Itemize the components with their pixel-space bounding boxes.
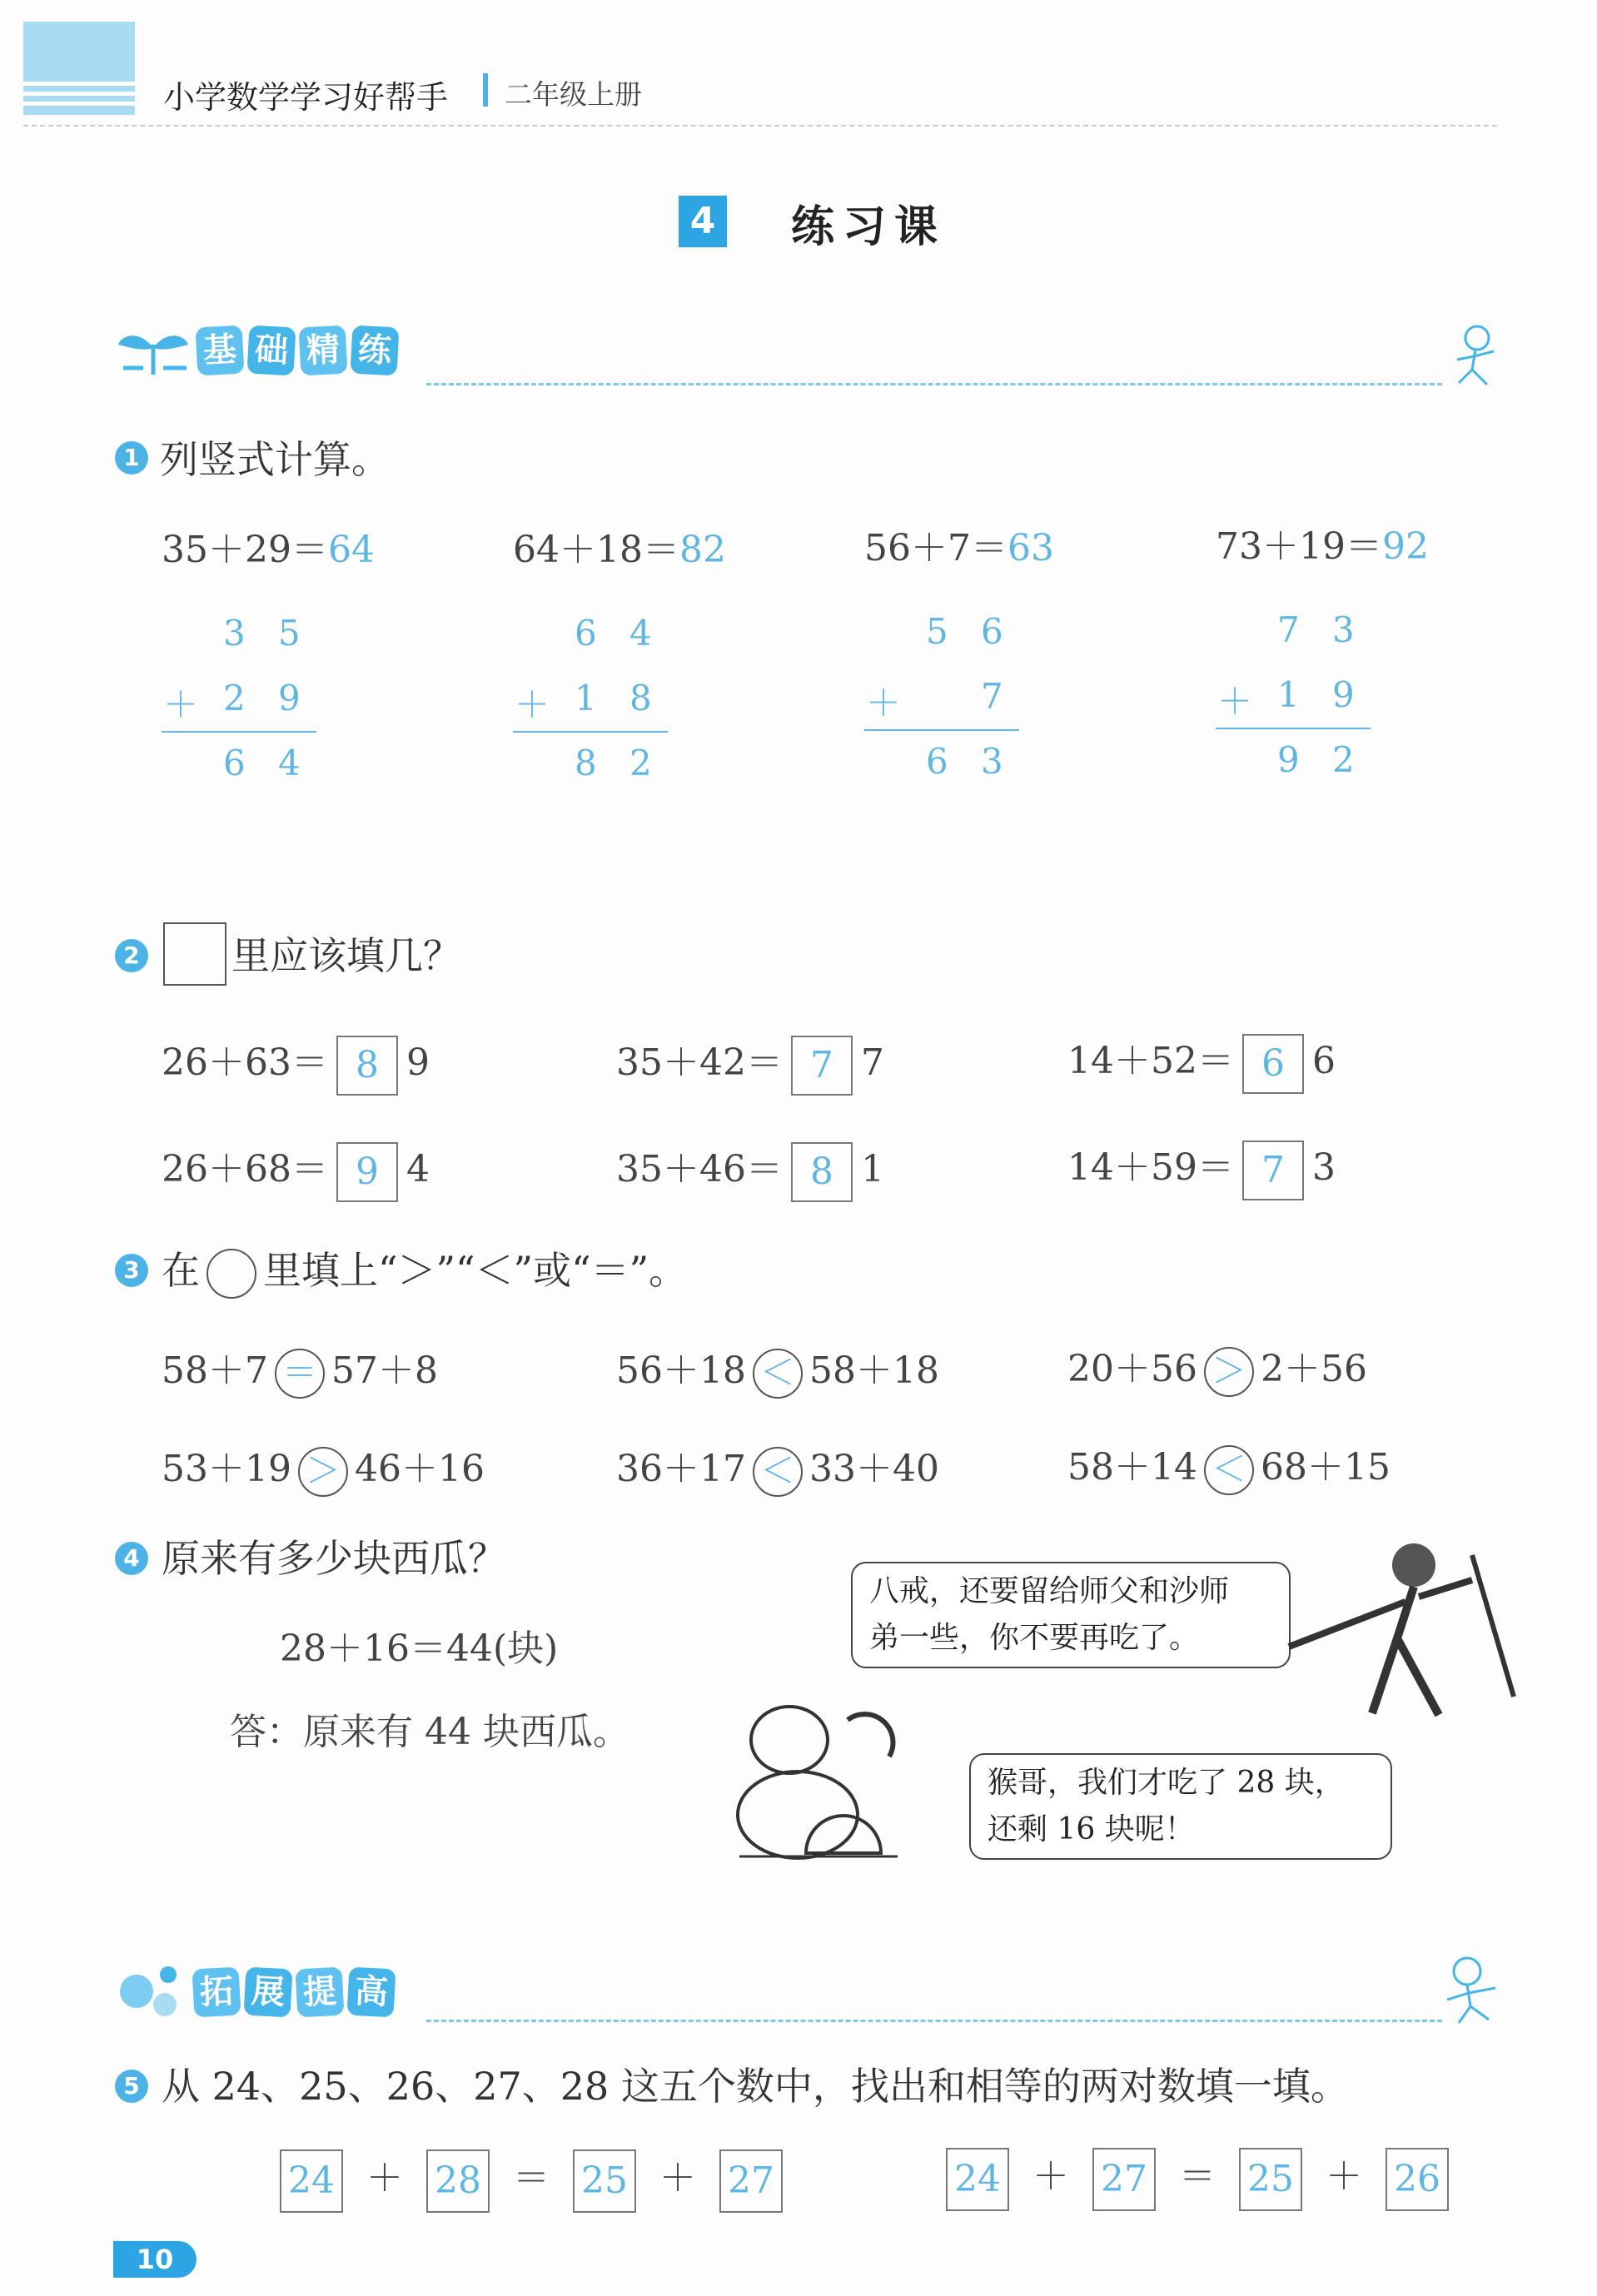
expression: 53＋19 — [162, 1448, 291, 1490]
lesson-title: 练习课 — [791, 202, 947, 252]
expression: 35＋42＝ — [616, 1041, 783, 1084]
answer-box[interactable]: 24 — [280, 2149, 343, 2213]
expression: 2＋56 — [1260, 1348, 1367, 1390]
plus-sign: ＋ — [866, 683, 902, 723]
cartoon-kid-icon — [1439, 323, 1505, 390]
expression: 35＋46＝ — [616, 1148, 783, 1190]
answer-box[interactable]: 27 — [719, 2149, 783, 2213]
sum-line — [513, 731, 668, 733]
section-char: 基 — [196, 326, 245, 376]
answer-circle[interactable]: ＜ — [753, 1447, 803, 1497]
question-text-part: 在 — [162, 1248, 200, 1293]
q2-expression — [616, 1032, 884, 1096]
question-number: 2 — [115, 939, 148, 972]
answer-circle[interactable]: ＝ — [275, 1349, 325, 1399]
q3-comparison — [162, 1439, 485, 1497]
q3-comparison — [1067, 1339, 1367, 1397]
digit: 9 — [278, 678, 301, 718]
section-char: 拓 — [192, 1967, 241, 2018]
blank-circle-sample — [206, 1249, 256, 1299]
q1-expression — [864, 518, 1054, 571]
answer-box[interactable]: 7 — [791, 1036, 853, 1096]
equals-sign: ＝ — [513, 2157, 550, 2199]
answer-circle[interactable]: ＞ — [1204, 1347, 1254, 1397]
digit: 4 — [278, 743, 301, 783]
expression: 68＋15 — [1260, 1446, 1391, 1488]
header-stripe — [23, 102, 135, 106]
q3-comparison — [162, 1340, 438, 1399]
section-extension-heading — [193, 1968, 395, 2016]
expression: 26＋63＝ — [162, 1041, 328, 1084]
cartoon-kid-icon — [1434, 1953, 1509, 2028]
question-text — [162, 1240, 687, 1299]
expression: 64＋18＝ — [513, 529, 679, 571]
digit: 5 — [926, 611, 948, 652]
sum-line — [1216, 728, 1371, 729]
answer-box[interactable]: 28 — [426, 2149, 490, 2213]
answer-box[interactable]: 25 — [573, 2149, 636, 2213]
digit: 4 — [405, 1148, 430, 1190]
expression: 56＋18 — [616, 1349, 746, 1392]
q5-equation-1 — [280, 2148, 783, 2213]
pig-eating-watermelon-illustration-icon — [723, 1690, 914, 1865]
header-rule — [23, 125, 1497, 127]
book-subtitle: 二年级上册 — [505, 78, 642, 111]
q2-expression — [1067, 1137, 1336, 1200]
section-char: 高 — [347, 1967, 396, 2018]
digit: 3 — [981, 741, 1003, 782]
section-char: 练 — [351, 326, 400, 376]
digit: 1 — [1277, 674, 1300, 715]
q3-comparison — [616, 1439, 939, 1497]
answer-box[interactable]: 25 — [1239, 2148, 1302, 2211]
section-char: 精 — [299, 326, 348, 376]
speech-bubble-pig — [969, 1753, 1392, 1860]
answer-box[interactable]: 8 — [336, 1036, 398, 1096]
sprout-icon — [115, 326, 192, 376]
expression: 57＋8 — [331, 1349, 438, 1392]
section-char: 提 — [296, 1967, 345, 2018]
q2-expression — [162, 1139, 430, 1202]
bubble-line: 还剩 16 块呢！ — [988, 1812, 1195, 1846]
q3-comparison — [616, 1340, 939, 1399]
book-title: 小学数学学习好帮手 — [163, 79, 449, 116]
sum-line — [162, 731, 316, 733]
digit: 9 — [1277, 739, 1300, 780]
sum-line — [864, 729, 1019, 731]
q2-expression — [1067, 1031, 1336, 1094]
answer-circle[interactable]: ＜ — [1204, 1445, 1254, 1495]
question-number: 4 — [115, 1542, 148, 1575]
q2-expression — [162, 1032, 430, 1096]
header-divider — [483, 73, 488, 107]
answer-circle[interactable]: ＜ — [753, 1349, 803, 1399]
answer-box[interactable]: 6 — [1242, 1034, 1304, 1094]
digit: 3 — [1332, 609, 1355, 650]
answer-box[interactable]: 8 — [791, 1142, 853, 1202]
digit: 1 — [575, 678, 597, 718]
q4-work: 28＋16＝44(块) — [280, 1628, 559, 1670]
blank-box-sample — [163, 922, 226, 986]
digit: 3 — [223, 613, 246, 654]
expression: 73＋19＝ — [1216, 525, 1382, 568]
q5-equation-2 — [946, 2146, 1449, 2211]
expression: 20＋56 — [1067, 1348, 1197, 1390]
expression: 56＋7＝ — [864, 527, 1007, 569]
expression: 14＋52＝ — [1067, 1040, 1234, 1082]
speech-bubble-monkey — [851, 1562, 1291, 1668]
digit: 7 — [981, 676, 1003, 717]
question-text: 从 24、25、26、27、28 这五个数中，找出和相等的两对数填一填。 — [162, 2064, 1349, 2109]
digit: 6 — [981, 611, 1003, 652]
header-stripe — [23, 82, 135, 86]
digit: 9 — [1332, 674, 1355, 715]
digit: 6 — [575, 613, 597, 654]
digit: 6 — [223, 743, 246, 783]
section-rule — [426, 2020, 1442, 2022]
answer: 92 — [1381, 525, 1429, 568]
section-rule — [426, 383, 1442, 385]
question-number: 1 — [115, 441, 148, 475]
question-text: 里应该填几？ — [231, 933, 461, 978]
q2-expression — [616, 1139, 884, 1202]
digit: 2 — [629, 743, 652, 783]
bubbles-icon — [115, 1961, 190, 2021]
digit: 8 — [629, 678, 652, 718]
answer-box[interactable]: 7 — [1242, 1141, 1304, 1200]
digit: 7 — [860, 1041, 884, 1084]
q3-comparison — [1067, 1437, 1391, 1495]
header-stripe — [23, 92, 135, 96]
expression: 46＋16 — [354, 1448, 485, 1490]
lesson-number: 4 — [679, 196, 727, 247]
plus-sign: ＋ — [1032, 2155, 1069, 2198]
expression: 58＋7 — [162, 1349, 268, 1392]
answer-circle[interactable]: ＞ — [298, 1447, 348, 1497]
expression: 14＋59＝ — [1067, 1146, 1234, 1189]
expression: 33＋40 — [808, 1448, 939, 1490]
answer-box[interactable]: 9 — [336, 1142, 398, 1202]
section-char: 础 — [247, 326, 296, 376]
q1-expression — [162, 519, 375, 573]
question-text: 原来有多少块西瓜？ — [162, 1536, 506, 1581]
digit: 9 — [405, 1041, 430, 1084]
digit: 1 — [860, 1148, 884, 1190]
question-text: 列竖式计算。 — [160, 437, 390, 482]
expression: 35＋29＝ — [162, 529, 328, 571]
q1-expression — [1216, 516, 1429, 569]
digit: 3 — [1311, 1146, 1336, 1189]
page-number: 10 — [113, 2241, 197, 2278]
plus-sign: ＋ — [366, 2157, 403, 2199]
question-number: 3 — [115, 1254, 148, 1287]
monkey-king-illustration-icon — [1272, 1530, 1522, 1727]
plus-sign: ＋ — [163, 684, 199, 725]
q4-answer: 答：原来有 44 块西瓜。 — [230, 1711, 629, 1753]
digit: 6 — [926, 741, 948, 782]
bubble-line: 弟一些，你不要再吃了。 — [869, 1621, 1200, 1655]
answer-box[interactable]: 24 — [946, 2148, 1009, 2211]
digit: 7 — [1277, 609, 1300, 650]
answer-box[interactable]: 27 — [1092, 2148, 1156, 2211]
digit: 5 — [278, 613, 301, 654]
equals-sign: ＝ — [1179, 2155, 1216, 2198]
section-char: 展 — [244, 1967, 293, 2018]
digit: 8 — [575, 743, 597, 783]
digit: 2 — [1332, 739, 1355, 780]
plus-sign: ＋ — [659, 2157, 696, 2199]
expression: 58＋18 — [808, 1349, 939, 1392]
answer: 82 — [679, 529, 726, 571]
expression: 36＋17 — [616, 1448, 746, 1490]
answer-box[interactable]: 26 — [1386, 2148, 1449, 2211]
bubble-line: 猴哥，我们才吃了 28 块， — [988, 1766, 1345, 1800]
digit: 6 — [1311, 1040, 1336, 1082]
plus-sign: ＋ — [1326, 2155, 1362, 2198]
q1-expression — [513, 519, 726, 573]
bubble-line: 八戒，还要留给师父和沙师 — [869, 1574, 1230, 1608]
question-text-part: 里填上“＞”“＜”或“＝”。 — [263, 1248, 688, 1293]
digit: 4 — [629, 613, 652, 654]
expression: 26＋68＝ — [162, 1148, 328, 1190]
digit: 2 — [223, 678, 246, 718]
question-number: 5 — [115, 2070, 148, 2103]
plus-sign: ＋ — [1217, 681, 1253, 722]
answer: 64 — [327, 529, 375, 571]
section-basic-practice-heading — [197, 326, 398, 375]
expression: 58＋14 — [1067, 1446, 1197, 1488]
plus-sign: ＋ — [515, 684, 550, 725]
answer: 63 — [1007, 527, 1054, 569]
